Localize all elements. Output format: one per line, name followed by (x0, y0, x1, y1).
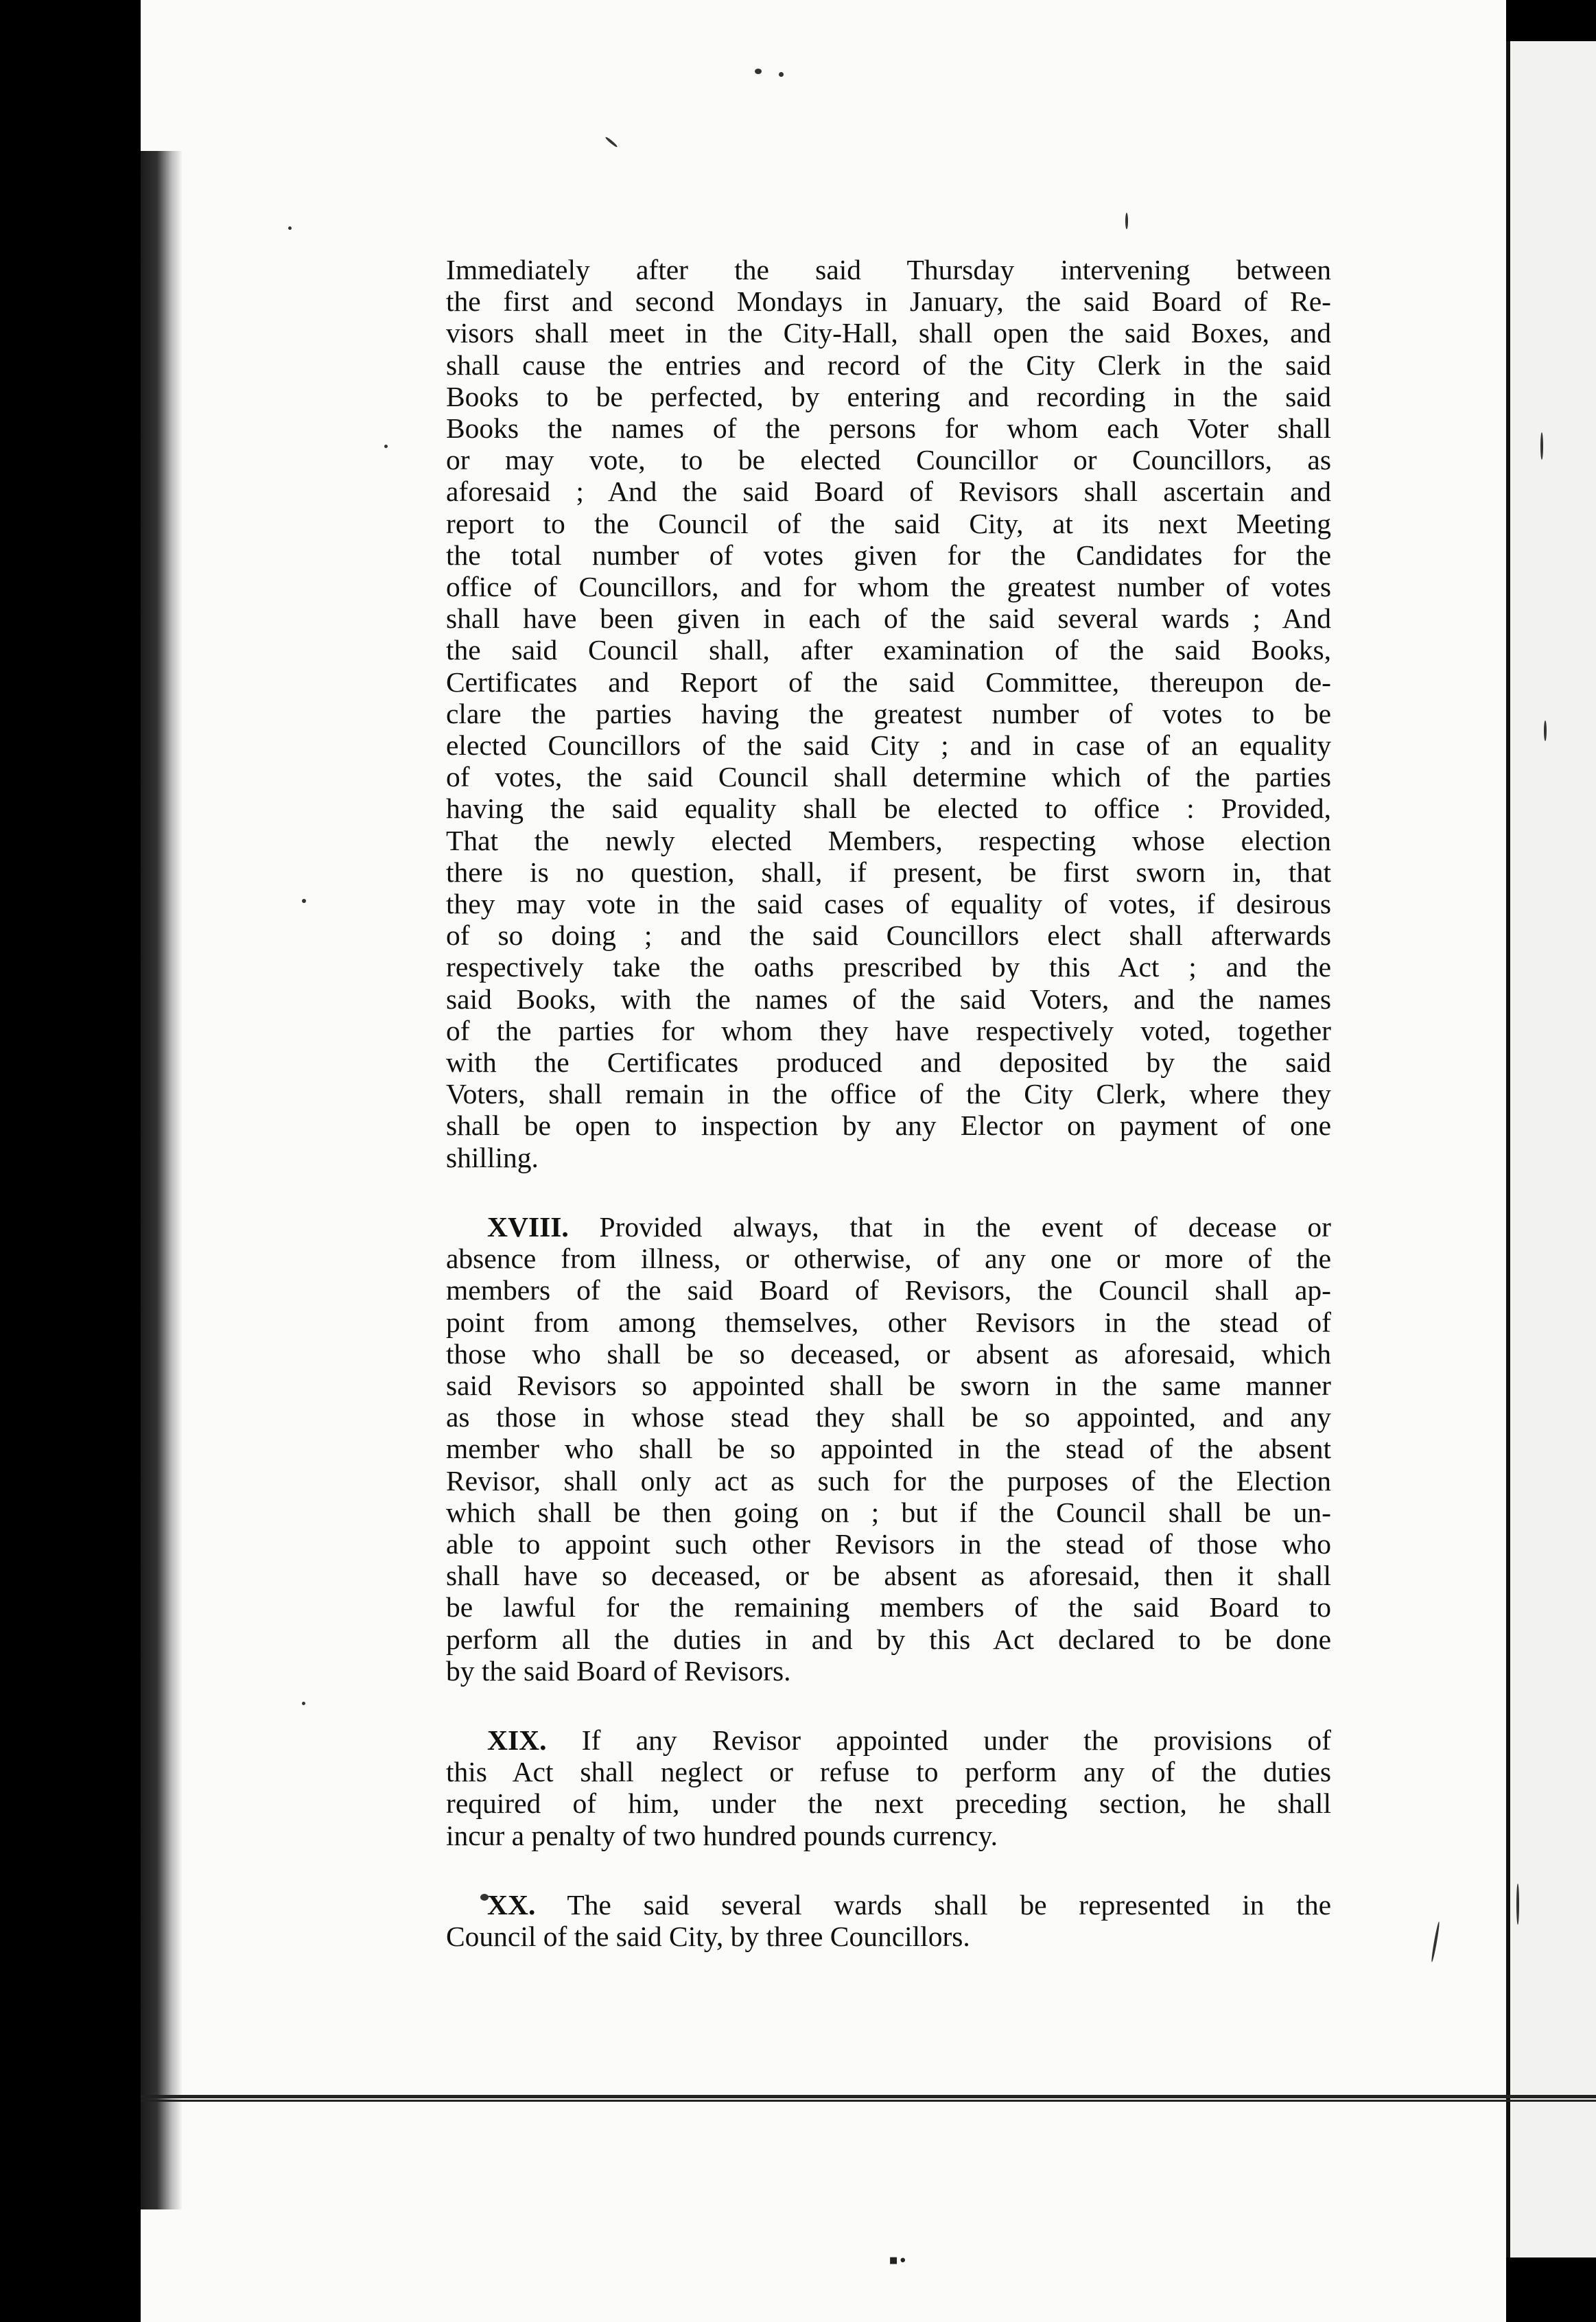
text-line: Books the names of the persons for whom each Voter shall (446, 412, 1331, 445)
text-line-content: The said several wards shall be represented in the (535, 1888, 1331, 1921)
text-line: said Books, with the names of the said Voters, and the names (446, 983, 1331, 1015)
text-line: elected Councillors of the said City ; and in case of an equality (446, 729, 1331, 762)
section-xx (446, 1889, 1331, 1952)
text-line: Certificates and Report of the said Committee, thereupon de- (446, 666, 1331, 698)
section-xviii (446, 1211, 1331, 1687)
text-line: able to appoint such other Revisors in the stead of those who (446, 1527, 1331, 1560)
adjacent-page-edge (1506, 41, 1596, 2258)
document-body (446, 254, 1331, 1990)
text-line: be lawful for the remaining members of the said Board to (446, 1591, 1331, 1623)
text-line: Voters, shall remain in the office of the City Clerk, where they (446, 1078, 1331, 1110)
text-line: visors shall meet in the City-Hall, shall open the said Boxes, and (446, 317, 1331, 349)
bottom-rule-thin (141, 2100, 1596, 2102)
text-line: having the said equality shall be elected to office : Provided, (446, 793, 1331, 825)
text-line: as those in whose stead they shall be so appointed, and any (446, 1401, 1331, 1433)
text-line: report to the Council of the said City, at its next Meeting (446, 507, 1331, 539)
text-line: incur a penalty of two hundred pounds currency. (446, 1819, 998, 1851)
text-line: absence from illness, or otherwise, of any one or more of the (446, 1243, 1331, 1275)
section-xix (446, 1724, 1331, 1851)
text-line: there is no question, shall, if present, be first sworn in, that (446, 856, 1331, 888)
text-line: clare the parties having the greatest number of votes to be (446, 697, 1331, 729)
text-line: this Act shall neglect or refuse to perform any of the duties (446, 1756, 1331, 1788)
text-line: respectively take the oaths prescribed by this Act ; and the (446, 951, 1331, 983)
page-bottom-blot: ▪· (889, 2244, 908, 2275)
text-line: shall be open to inspection by any Elector on payment of one (446, 1110, 1331, 1142)
text-line: the total number of votes given for the Candidates for the (446, 539, 1331, 571)
text-line: by the said Board of Revisors. (446, 1654, 791, 1687)
text-line: Revisor, shall only act as such for the purposes of the Election (446, 1464, 1331, 1497)
text-line: with the Certificates produced and deposited by the said (446, 1046, 1331, 1079)
bottom-rule (141, 2095, 1596, 2098)
section-number: XX. (487, 1888, 536, 1921)
text-line: they may vote in the said cases of equality of votes, if desirous (446, 888, 1331, 920)
text-line (446, 1724, 1331, 1756)
text-line-content: Provided always, that in the event of decease or (568, 1210, 1331, 1243)
text-line: of the parties for whom they have respectively voted, together (446, 1014, 1331, 1046)
paragraph-continuation (446, 254, 1331, 1173)
text-line: those who shall be so deceased, or absent as aforesaid, which (446, 1337, 1331, 1370)
text-line: Council of the said City, by three Councillors. (446, 1920, 970, 1952)
text-line: office of Councillors, and for whom the greatest number of votes (446, 571, 1331, 603)
text-line: shall have so deceased, or be absent as aforesaid, then it shall (446, 1560, 1331, 1592)
text-line: shall cause the entries and record of the City Clerk in the said (446, 349, 1331, 381)
section-number: XIX. (487, 1724, 547, 1756)
text-line: shilling. (446, 1141, 539, 1173)
text-line: of votes, the said Council shall determine which of the parties (446, 761, 1331, 793)
text-line: aforesaid ; And the said Board of Revisors shall ascertain and (446, 476, 1331, 508)
page-gutter-shadow (141, 151, 182, 2209)
text-line: of so doing ; and the said Councillors elect shall afterwards (446, 919, 1331, 952)
text-line: member who shall be so appointed in the stead of the absent (446, 1433, 1331, 1465)
text-line: said Revisors so appointed shall be sworn in the same manner (446, 1369, 1331, 1401)
text-line: or may vote, to be elected Councillor or Councillors, as (446, 444, 1331, 476)
text-line: Immediately after the said Thursday intervening between (446, 254, 1331, 285)
text-line: members of the said Board of Revisors, the Council shall ap- (446, 1274, 1331, 1306)
text-line: the first and second Mondays in January, the said Board of Re- (446, 285, 1331, 318)
text-line-content: If any Revisor appointed under the provisions of (546, 1724, 1331, 1756)
text-line: the said Council shall, after examination of the said Books, (446, 634, 1331, 666)
text-line (446, 1211, 1331, 1243)
text-line: required of him, under the next preceding section, he shall (446, 1787, 1331, 1820)
text-line: point from among themselves, other Revisors in the stead of (446, 1306, 1331, 1338)
text-line: shall have been given in each of the said several wards ; And (446, 602, 1331, 635)
text-line: which shall be then going on ; but if the Council shall be un- (446, 1496, 1331, 1528)
text-line: That the newly elected Members, respecting whose election (446, 824, 1331, 856)
text-line: Books to be perfected, by entering and recording in the said (446, 380, 1331, 412)
text-line: perform all the duties in and by this Act declared to be done (446, 1623, 1331, 1655)
text-line (446, 1889, 1331, 1921)
section-number: XVIII. (487, 1210, 569, 1243)
